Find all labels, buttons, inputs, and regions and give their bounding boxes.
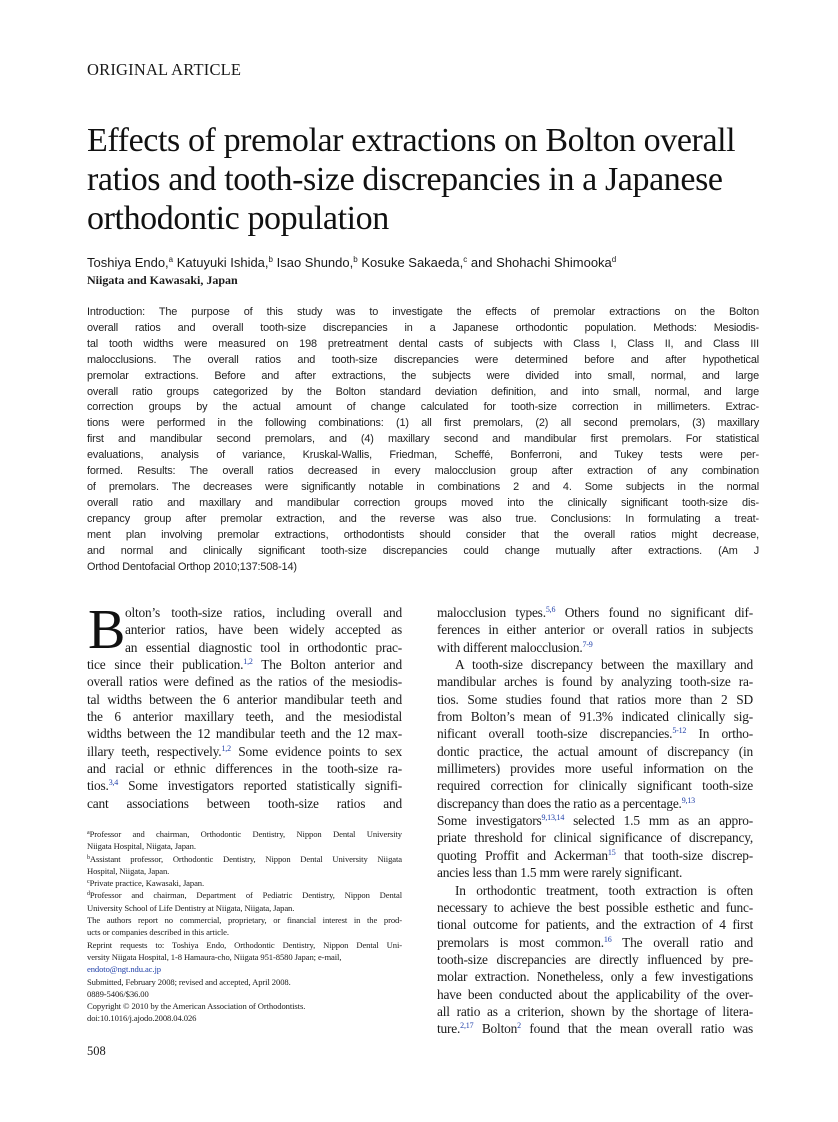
author-name: and Shohachi Shimooka: [470, 255, 612, 270]
text-run: tios.: [87, 778, 109, 794]
body-text-line: [437, 708, 753, 725]
footnote-text: Submitted, February 2008; revised and accepted, April 2008.: [87, 976, 291, 987]
text-run: ferences in either anterior or overall ratios in subjects: [437, 622, 753, 638]
text-run: tooth-size discrepancies are directly influenced by pre-: [437, 951, 753, 967]
footnote-mark: b: [87, 854, 90, 861]
text-run: quoting Proffit and Ackerman: [437, 847, 608, 863]
body-text-line: [437, 691, 753, 708]
author-affiliation-mark: b: [268, 255, 273, 264]
abstract-line: overall ratio groups categorized by the Bolton standard deviation definition, and into small, normal, and large: [87, 385, 759, 398]
text-run: millimeters) provides more useful information on the: [437, 761, 753, 777]
body-text-line: [437, 656, 753, 673]
footnote-line: [87, 840, 402, 852]
body-text-line: [437, 864, 753, 881]
text-run: The overall ratio and: [611, 934, 753, 950]
footnote: [87, 877, 402, 889]
citation-ref: 2,17: [460, 1021, 474, 1031]
author-affiliation-mark: c: [463, 255, 468, 264]
footnote: [87, 976, 402, 988]
body-text-line: [437, 847, 753, 864]
body-text-line: [87, 604, 402, 621]
footnote-line: [87, 988, 402, 1000]
citation-ref: 7-9: [582, 639, 593, 649]
footnote-text: versity Niigata Hospital, 1-8 Hamaura-cho, Niigata 951-8580 Japan; e-mail,: [87, 951, 342, 962]
footnote-line: [87, 865, 402, 877]
text-run: required correction for clinically significant tooth-size: [437, 778, 753, 794]
abstract-line: overall ratios and overall tooth-size discrepancies in a Japanese orthodontic population. Methods: Mesiodis-: [87, 321, 759, 334]
footnote-line: [87, 853, 402, 865]
footnote-text: Niigata Hospital, Niigata, Japan.: [87, 841, 196, 852]
page-number: 508: [87, 1044, 106, 1058]
footnote: [87, 1012, 402, 1024]
body-text-line: [87, 760, 402, 777]
footnote: [87, 914, 402, 939]
body-text-line: [87, 708, 402, 725]
footnote-line: [87, 976, 402, 988]
footnote-text: The authors report no commercial, proprietary, or financial interest in the prod-: [87, 915, 402, 926]
body-column-right: [437, 604, 753, 1038]
abstract-line: ment plan involving premolar extractions, orthodontists should consider that the overall ratios might decrease,: [87, 528, 759, 541]
abstract-line: Introduction: The purpose of this study was to investigate the effects of premolar extractions on the Bolton: [87, 306, 759, 318]
author-name: Katuyuki Ishida,: [176, 255, 269, 270]
footnote-line: [87, 877, 402, 889]
footnote-line: [87, 889, 402, 901]
footnote-text: Assistant professor, Orthodontic Dentistry, Nippon Dental University Niigata: [89, 853, 402, 864]
footnote-mark: c: [87, 879, 90, 886]
author-name: Kosuke Sakaeda,: [361, 255, 464, 270]
text-run: malocclusion types.: [437, 605, 546, 620]
title-line: Effects of premolar extractions on Bolton overall: [87, 122, 736, 159]
text-run: found that the mean overall ratio was: [520, 1021, 753, 1037]
body-text-line: [437, 916, 753, 933]
text-run: The Bolton anterior and: [252, 657, 402, 673]
body-text-line: [437, 899, 753, 916]
footnotes: [87, 828, 402, 1025]
footnote-line: [87, 828, 402, 840]
abstract-line: formed. Results: The overall ratios decreased in every malocclusion group after extraction of any combination: [87, 465, 759, 478]
text-run: tal widths between the 6 anterior mandibular teeth and: [87, 691, 402, 707]
footnote-line: [87, 1000, 402, 1012]
body-text-line: [87, 621, 402, 638]
footnote: [87, 963, 402, 975]
footnote: [87, 889, 402, 914]
body-text-line: [87, 656, 402, 673]
body-text-line: [437, 639, 753, 656]
text-run: tional outcome for patients, and the extraction of 4 first: [437, 917, 753, 933]
body-text-line: [87, 743, 402, 760]
abstract-line: of premolars. The decreases were significantly notable in combinations 2 and 4. Some subjects in the normal: [87, 480, 759, 493]
body-text-line: [437, 743, 753, 760]
text-run: In orthodontic treatment, tooth extraction is often: [455, 882, 753, 898]
footnote-text: doi:10.1016/j.ajodo.2008.04.026: [87, 1013, 197, 1024]
body-text-line: [437, 777, 753, 794]
author-name: Isao Shundo,: [276, 255, 354, 270]
abstract-line: first and mandibular second premolars, and (4) maxillary second and mandibular first premolars. For statistical: [87, 433, 759, 446]
footnote-text: Reprint requests to: Toshiya Endo, Orthodontic Dentistry, Nippon Dental Uni-: [87, 939, 402, 950]
author-affiliation: Niigata and Kawasaki, Japan: [87, 273, 238, 287]
citation-ref: 1,2: [243, 657, 253, 667]
footnote-mark: a: [87, 830, 90, 836]
footnote-line: [87, 914, 402, 926]
abstract-line: correction groups by the actual amount of change calculated for tooth-size correction in millimeters. Extrac-: [87, 401, 759, 414]
text-run: tios. Some studies found that ratios more than 2 SD: [437, 691, 753, 707]
text-run: overall ratios were defined as the ratios of the mesiodis-: [87, 674, 402, 690]
abstract-line: evaluations, analysis of variance, Kruskal-Wallis, Friedman, Scheffé, Bonferroni, and Tukey tests were per-: [87, 449, 759, 462]
citation-ref: 5-12: [672, 726, 687, 736]
title-line: ratios and tooth-size discrepancies in a Japanese: [87, 161, 723, 198]
body-text-line: [437, 1020, 753, 1037]
text-run: tice since their publication.: [87, 657, 244, 673]
footnote-text: Professor and chairman, Orthodontic Dentistry, Nippon Dental University: [89, 829, 402, 839]
body-text-line: [437, 760, 753, 777]
body-text-line: [437, 725, 753, 742]
text-run: all ratio as a criterion, shown by the shortage of litera-: [437, 1003, 753, 1019]
abstract-line: tions were performed in the following combinations: (1) all first premolars, (2) all second premolars, (3) maxillary: [87, 417, 759, 430]
text-run: have been conducted about the applicability of the over-: [437, 986, 753, 1002]
abstract-line: tal tooth widths were measured on 198 pretreatment dental casts of subjects with Class I, Class II, and Class III: [87, 337, 759, 350]
text-run: with different malocclusion.: [437, 639, 583, 655]
citation-ref: 1,2: [221, 743, 231, 753]
text-run: widths between the 12 mandibular teeth and the 12 max-: [87, 726, 402, 742]
body-text-line: [87, 795, 402, 812]
text-run: necessary to achieve the best possible esthetic and func-: [437, 899, 753, 915]
footnote-line: [87, 951, 402, 963]
body-text-line: [437, 604, 753, 621]
abstract-line: premolar extractions. Before and after extractions, the subjects were divided into small, normal, and large: [87, 369, 759, 382]
body-text-line: [437, 951, 753, 968]
citation-ref: 9,13,14: [541, 813, 565, 823]
body-text-line: [87, 725, 402, 742]
text-run: mandibular arches is found by analyzing tooth-size ra-: [437, 674, 753, 690]
text-run: from Bolton’s mean of 91.3% indicated clinically sig-: [437, 709, 753, 725]
text-run: the 6 anterior maxillary teeth, and the mesiodistal: [87, 709, 402, 725]
text-run: Others found no significant dif-: [555, 605, 754, 620]
footnote: [87, 988, 402, 1000]
text-run: olton’s tooth-size ratios, including overall and: [125, 605, 402, 620]
text-run: nificant overall tooth-size discrepancies.: [437, 726, 673, 742]
abstract: [87, 305, 759, 575]
abstract-line: overall ratio and maxillary and mandibular correction groups moved into the clinically significant tooth-size dis-: [87, 496, 759, 509]
text-run: premolars is most common.: [437, 934, 604, 950]
text-run: ture.: [437, 1021, 461, 1037]
footnote-line: [87, 963, 402, 975]
footnote-text: Hospital, Niigata, Japan.: [87, 865, 170, 876]
text-run: selected 1.5 mm as an appro-: [564, 813, 754, 829]
section-label: ORIGINAL ARTICLE: [87, 60, 242, 79]
body-column-left: [87, 599, 403, 812]
citation-ref: 2: [517, 1021, 521, 1031]
body-text-line: [437, 829, 753, 846]
footnote-line: [87, 939, 402, 951]
body-text-line: [437, 986, 753, 1003]
text-run: that tooth-size discrep-: [615, 847, 753, 863]
text-run: molar extraction. Nonetheless, only a few investigations: [437, 969, 753, 985]
text-run: priate threshold for clinical significance of discrepancy,: [437, 830, 753, 846]
body-text-line: [87, 691, 402, 708]
footnote-text: ucts or companies described in this article.: [87, 927, 229, 938]
body-text-line: [437, 795, 753, 812]
citation-ref: 9,13: [681, 795, 695, 805]
citation-ref: 16: [603, 934, 612, 944]
text-run: Some evidence points to sex: [230, 743, 403, 759]
footnote: [87, 828, 402, 853]
author-name: Toshiya Endo,: [87, 255, 169, 270]
body-text-line: [437, 812, 753, 829]
footnote-line: [87, 902, 402, 914]
author-affiliation-mark: d: [611, 255, 617, 264]
title-line: orthodontic population: [87, 200, 389, 237]
text-run: discrepancy than does the ratio as a percentage.: [437, 795, 682, 811]
text-run: anterior ratios, have been widely accepted as: [125, 622, 402, 638]
text-run: dontic practice, the actual amount of discrepancy (in: [437, 743, 753, 759]
footnote-text: Professor and chairman, Department of Pediatric Dentistry, Nippon Dental: [89, 890, 402, 901]
footnote: [87, 853, 402, 878]
abstract-line: and normal and clinically significant tooth-size discrepancies could change mutually after extractions. (Am J: [87, 544, 759, 557]
abstract-line: Orthod Dentofacial Orthop 2010;137:508-14): [87, 560, 297, 573]
text-run: ancies less than 1.5 mm were rarely significant.: [437, 865, 683, 881]
footnote-text: Private practice, Kawasaki, Japan.: [89, 878, 205, 889]
footnote-text: University School of Life Dentistry at Niigata, Niigata, Japan.: [87, 902, 295, 913]
body-text-line: [437, 621, 753, 638]
body-text-line: [87, 639, 402, 656]
body-text-line: [437, 673, 753, 690]
footnote-line: [87, 1012, 402, 1024]
author-affiliation-mark: a: [168, 255, 174, 264]
body-text-line: [437, 968, 753, 985]
footnote-mark: d: [87, 891, 90, 898]
text-run: cant associations between tooth-size ratios and: [87, 795, 402, 811]
footnote-text: 0889-5406/$36.00: [87, 988, 149, 999]
article-title: [87, 121, 767, 238]
body-text-line: [437, 1003, 753, 1020]
drop-cap: B: [88, 599, 126, 661]
abstract-line: malocclusions. The overall ratios and tooth-size discrepancies were determined before and after hypothetical: [87, 353, 759, 366]
footnote: [87, 939, 402, 964]
text-run: In ortho-: [686, 726, 753, 742]
text-run: A tooth-size discrepancy between the maxillary and: [455, 657, 753, 673]
footnote-text: Copyright © 2010 by the American Association of Orthodontists.: [87, 1001, 306, 1012]
text-run: Some investigators: [437, 813, 542, 829]
text-run: Some investigators reported statistically signifi-: [118, 778, 402, 794]
abstract-line: crepancy group after premolar extraction, and the reverse was also true. Conclusions: In formulating a treat-: [87, 512, 759, 525]
citation-ref: 5,6: [545, 605, 556, 614]
citation-ref: 15: [607, 847, 616, 857]
author-affiliation-mark: b: [353, 255, 358, 264]
citation-ref: 3,4: [108, 778, 119, 788]
author-list: [87, 255, 616, 270]
body-text-line: [437, 882, 753, 899]
email-address: endoto@ngt.ndu.ac.jp: [87, 964, 161, 975]
text-run: an essential diagnostic tool in orthodontic prac-: [125, 639, 402, 655]
footnote-line: [87, 926, 402, 938]
text-run: illary teeth, respectively.: [87, 743, 222, 759]
text-run: Bolton: [473, 1021, 518, 1037]
footnote: [87, 1000, 402, 1012]
body-text-line: [87, 673, 402, 690]
text-run: and racial or ethnic differences in the tooth-size ra-: [87, 761, 402, 777]
body-text-line: [87, 777, 402, 794]
body-text-line: [437, 934, 753, 951]
